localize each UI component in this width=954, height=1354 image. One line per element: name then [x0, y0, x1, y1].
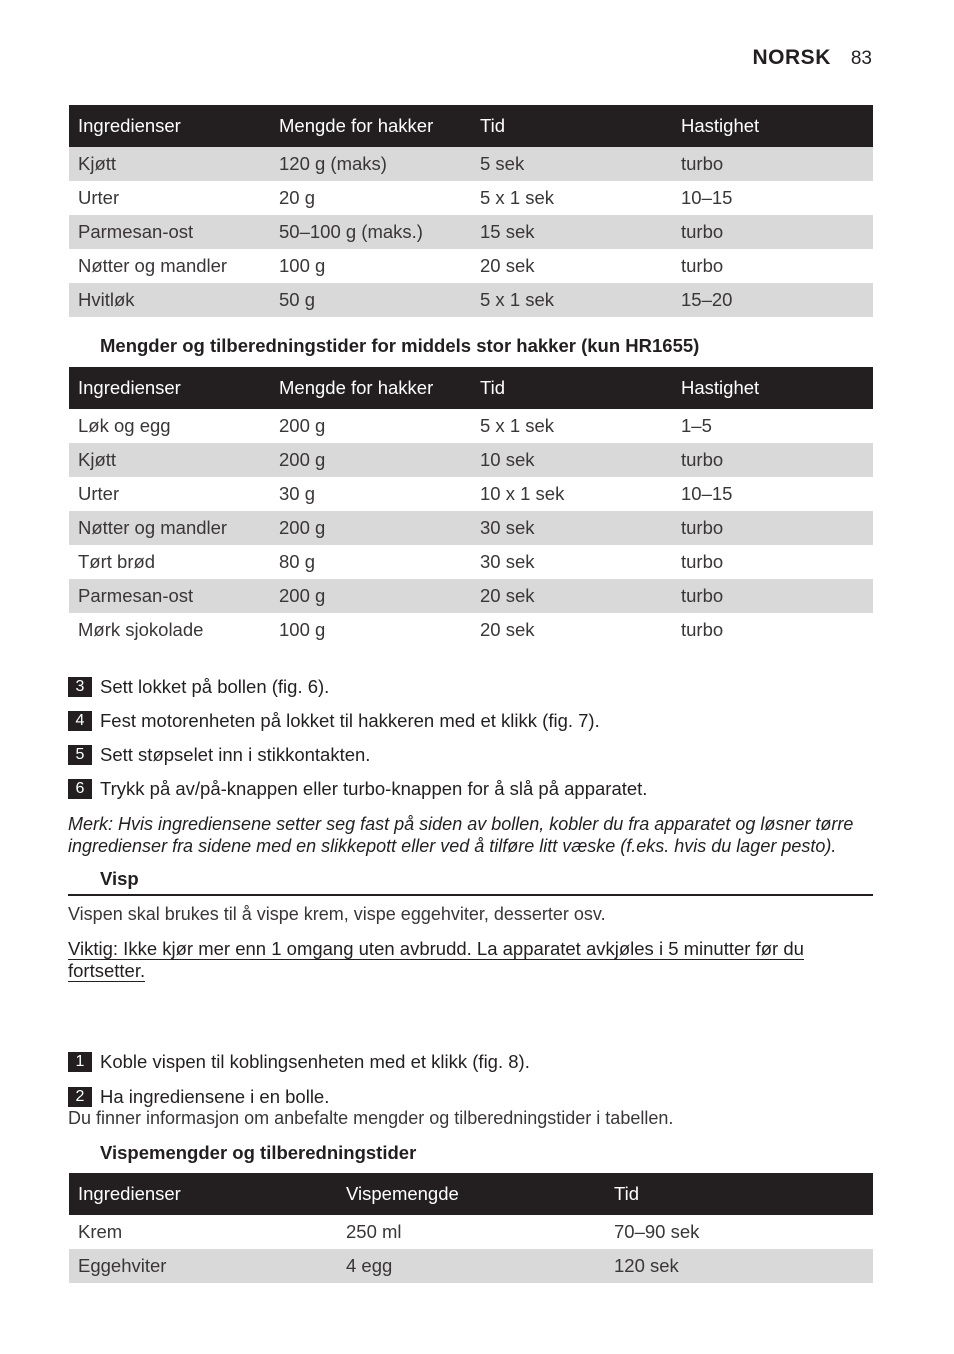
- table-cell: 30 sek: [471, 511, 672, 545]
- table-header: Hastighet: [672, 367, 873, 409]
- table-cell: 10 sek: [471, 443, 672, 477]
- table-cell: turbo: [672, 579, 873, 613]
- table-header: Mengde for hakker: [270, 105, 471, 147]
- table-header: Ingredienser: [69, 1173, 337, 1215]
- table-title: Mengder og tilberedningstider for middels stor hakker (kun HR1655): [100, 335, 700, 356]
- table-row: [69, 409, 873, 443]
- table-cell: Parmesan-ost: [69, 215, 270, 249]
- whisk-table: [69, 1173, 873, 1283]
- table-cell: Krem: [78, 1221, 123, 1242]
- table-cell: 5 x 1 sek: [471, 283, 672, 317]
- warning-underlined: Viktig: Ikke kjør mer enn 1 omgang uten avbrudd. La apparatet avkjøles i 5 minutter før du fortsetter.: [68, 938, 804, 981]
- table-row: [69, 1249, 873, 1283]
- info-text: Du finner informasjon om anbefalte mengder og tilberedningstider i tabellen.: [68, 1108, 674, 1128]
- table-row: [69, 1215, 873, 1249]
- table-row: [69, 477, 873, 511]
- step-text: Sett lokket på bollen (fig. 6).: [100, 676, 330, 697]
- table-cell: turbo: [672, 215, 873, 249]
- table-title: Vispemengder og tilberedningstider: [100, 1142, 417, 1163]
- table-cell: 15 sek: [471, 215, 672, 249]
- warning-text: [68, 938, 828, 982]
- table-header: Mengde for hakker: [270, 367, 471, 409]
- table-cell: 10–15: [681, 483, 733, 504]
- table-row: [69, 511, 873, 545]
- section-heading: [68, 868, 873, 896]
- table-cell: 20 sek: [471, 579, 672, 613]
- table-cell: turbo: [672, 511, 873, 545]
- table-cell: Urter: [78, 483, 120, 504]
- table-cell: turbo: [681, 551, 724, 572]
- step-text: Sett støpselet inn i stikkontakten.: [100, 744, 371, 765]
- table-row: [69, 443, 873, 477]
- table-cell: 250 ml: [346, 1221, 402, 1242]
- step-number: 2: [68, 1087, 92, 1107]
- table-cell: 30 sek: [480, 551, 535, 572]
- step-item: [68, 1086, 329, 1108]
- table-cell: 4 egg: [337, 1249, 605, 1283]
- table-cell: Løk og egg: [78, 415, 171, 436]
- table-cell: turbo: [681, 255, 724, 276]
- table-cell: 5 sek: [471, 147, 672, 181]
- table-row: [69, 215, 873, 249]
- table-cell: Mørk sjokolade: [78, 619, 204, 640]
- table-header: Tid: [605, 1173, 873, 1215]
- step-item: [68, 710, 600, 732]
- table-header: Ingredienser: [69, 105, 270, 147]
- intro-text: Vispen skal brukes til å vispe krem, vispe eggehviter, desserter osv.: [68, 904, 606, 924]
- table-cell: Kjøtt: [69, 443, 270, 477]
- table-cell: 200 g: [270, 579, 471, 613]
- table-cell: 20 sek: [480, 255, 535, 276]
- table-row: [69, 147, 873, 181]
- table-cell: turbo: [681, 619, 724, 640]
- table-cell: Kjøtt: [69, 147, 270, 181]
- table-row: [69, 545, 873, 579]
- language-label: NORSK: [752, 46, 831, 69]
- table-cell: Nøtter og mandler: [78, 255, 228, 276]
- step-item: [68, 744, 370, 766]
- table-cell: 5 x 1 sek: [480, 415, 555, 436]
- step-text: Fest motorenheten på lokket til hakkeren med et klikk (fig. 7).: [100, 710, 600, 731]
- table-cell: 100 g: [279, 619, 326, 640]
- table-header: Hastighet: [672, 105, 873, 147]
- table-cell: Nøtter og mandler: [69, 511, 270, 545]
- table-cell: 20 g: [279, 187, 316, 208]
- table-cell: 120 g (maks): [270, 147, 471, 181]
- table-row: [69, 283, 873, 317]
- step-text: Koble vispen til koblingsenheten med et klikk (fig. 8).: [100, 1051, 530, 1072]
- table-cell: Eggehviter: [69, 1249, 337, 1283]
- step-item: [68, 1051, 530, 1073]
- page-number: 83: [850, 48, 872, 69]
- table-cell: 80 g: [279, 551, 316, 572]
- chopper-table: [69, 105, 873, 317]
- table-cell: 20 sek: [480, 619, 535, 640]
- table-cell: 15–20: [672, 283, 873, 317]
- step-number: 3: [68, 677, 92, 697]
- section-title: Visp: [100, 868, 139, 889]
- table-header: Vispemengde: [337, 1173, 605, 1215]
- table-row: [69, 579, 873, 613]
- step-text: Trykk på av/på-knappen eller turbo-knappen for å slå på apparatet.: [100, 778, 648, 799]
- table-cell: 10–15: [681, 187, 733, 208]
- table-row: [69, 181, 873, 215]
- page-header: [753, 46, 872, 70]
- table-row: [69, 613, 873, 647]
- table-cell: 100 g: [279, 255, 326, 276]
- table-cell: Parmesan-ost: [69, 579, 270, 613]
- table-row: [69, 249, 873, 283]
- step-number: 4: [68, 711, 92, 731]
- table-cell: 200 g: [279, 415, 326, 436]
- step-number: 5: [68, 745, 92, 765]
- table-header: Tid: [471, 105, 672, 147]
- table-cell: 1–5: [681, 415, 712, 436]
- table-cell: 200 g: [270, 443, 471, 477]
- note-text: Merk: Hvis ingrediensene setter seg fast på siden av bollen, kobler du fra apparatet og løsner tørre ingredienser fra sidene med en slikkepott eller ved å tilføre litt væske (f.eks. hvis du lager pesto).: [68, 814, 854, 856]
- table-cell: 120 sek: [605, 1249, 873, 1283]
- table-cell: 70–90 sek: [614, 1221, 700, 1242]
- table-cell: Tørt brød: [78, 551, 156, 572]
- step-item: [68, 778, 647, 800]
- step-text: Ha ingrediensene i en bolle.: [100, 1086, 330, 1107]
- table-cell: turbo: [672, 443, 873, 477]
- table-header: Tid: [471, 367, 672, 409]
- step-number: 1: [68, 1052, 92, 1072]
- table-cell: Urter: [78, 187, 120, 208]
- table-cell: 30 g: [279, 483, 316, 504]
- medium-chopper-table: [69, 367, 873, 647]
- table-header: Ingredienser: [69, 367, 270, 409]
- table-cell: 50–100 g (maks.): [270, 215, 471, 249]
- step-item: [68, 676, 329, 698]
- step-number: 6: [68, 779, 92, 799]
- table-cell: 50 g: [270, 283, 471, 317]
- table-cell: Hvitløk: [69, 283, 270, 317]
- table-cell: turbo: [672, 147, 873, 181]
- table-cell: 5 x 1 sek: [480, 187, 555, 208]
- table-cell: 10 x 1 sek: [480, 483, 565, 504]
- table-cell: 200 g: [270, 511, 471, 545]
